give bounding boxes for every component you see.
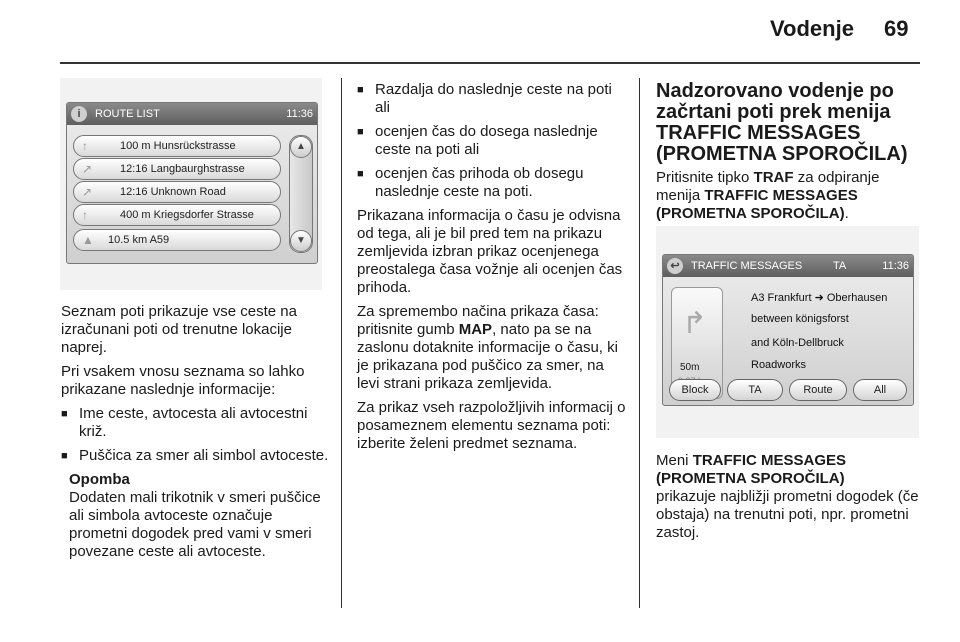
row-distance: 10.5 km <box>108 234 148 246</box>
message-line: and Köln-Dellbruck <box>751 337 844 349</box>
clock-time: 11:36 <box>882 260 909 272</box>
straight-arrow-icon: ↑ <box>82 139 88 153</box>
running-header-title: Vodenje <box>770 16 854 41</box>
menu-label: TRAFFIC MESSAGES (PROMETNA SPOROČILA) <box>656 187 858 222</box>
column-3-lower <box>656 452 920 548</box>
traffic-title: TRAFFIC MESSAGES <box>691 260 803 272</box>
row-street: Langbaurghstrasse <box>150 163 245 175</box>
route-row[interactable] <box>73 229 281 251</box>
row-street: Unknown Road <box>150 186 226 198</box>
route-row[interactable] <box>73 158 281 180</box>
turn-arrow-icon: ↗ <box>82 185 93 199</box>
bullet-item: ■ ocenjen čas prihoda ob dosegu naslednje ceste na poti. <box>357 165 627 201</box>
row-street: A59 <box>149 234 170 246</box>
text-run: , nato pa se na zaslonu dotaknite informacije o času, ki je prikazana pod puščico za smer, na levi strani prikaza zemljevida. <box>357 321 618 392</box>
ta-indicator: TA <box>833 260 847 272</box>
text-run: prikazuje najbližji prometni dogodek (če obstaja) na trenutni poti, npr. prometni zastoj. <box>656 488 919 541</box>
key-label: MAP <box>458 321 493 338</box>
route-list-titlebar <box>67 103 317 125</box>
route-button[interactable]: Route <box>789 379 847 401</box>
paragraph <box>656 169 920 223</box>
bullet-item: ■ Ime ceste, avtocesta ali avtocestni križ. <box>61 405 329 441</box>
bullet-item: ■ Puščica za smer ali simbol avtoceste. <box>61 447 329 465</box>
text-run: Za spremembo načina prikaza časa: pritisnite gumb <box>357 303 599 338</box>
row-street: Kriegsdorfer Strasse <box>153 209 254 221</box>
all-button[interactable]: All <box>853 379 907 401</box>
paragraph <box>656 452 920 542</box>
paragraph <box>357 303 627 393</box>
traffic-titlebar <box>663 255 913 277</box>
column-3 <box>656 81 920 229</box>
text-run: . <box>844 205 849 222</box>
ta-button[interactable]: TA <box>727 379 783 401</box>
paragraph: Za prikaz vseh razpoložljivih informacij o posameznem elementu seznama poti: izberite želeni predmet seznama. <box>357 399 626 452</box>
route-row[interactable] <box>73 181 281 203</box>
bullet-item: ■ ocenjen čas do dosega naslednje ceste na poti ali <box>357 123 627 159</box>
bullet-item: ■ Razdalja do naslednje ceste na poti ali <box>357 81 627 117</box>
message-line: A3 Frankfurt ➜ Oberhausen <box>751 292 888 304</box>
row-street: Hunsrückstrasse <box>153 140 236 152</box>
message-line: Roadworks <box>751 359 807 371</box>
text-run: Pritisnite tipko <box>656 169 754 186</box>
route-list-figure <box>60 78 322 290</box>
header-divider <box>60 62 920 64</box>
row-distance: 100 m <box>120 140 151 152</box>
section-heading: Nadzorovano vodenje po začrtani poti prek menija TRAFFIC MESSAGES (PROMETNA SPOROČILA) <box>656 80 908 165</box>
route-list-screen <box>66 102 318 264</box>
column-divider-2 <box>639 78 640 608</box>
turn-arrow-icon: ↗ <box>82 162 93 176</box>
paragraph: Seznam poti prikazuje vse ceste na izračunani poti od trenutne lokacije naprej. <box>61 303 297 356</box>
note-box <box>61 471 329 561</box>
turn-right-arrow-icon: ↱ <box>682 307 708 340</box>
page-number: 69 <box>884 16 909 41</box>
column-1 <box>61 303 329 561</box>
route-row[interactable] <box>73 135 281 157</box>
distance-label: 50m <box>680 362 700 373</box>
row-time: 12:16 <box>120 186 148 198</box>
message-line: between königsforst <box>751 313 849 325</box>
traffic-messages-figure <box>656 226 919 438</box>
row-time: 12:16 <box>120 163 148 175</box>
key-label: TRAF <box>753 169 794 186</box>
route-list-title: ROUTE LIST <box>95 108 160 120</box>
back-icon[interactable]: ↩ <box>667 258 683 274</box>
text-run: Meni <box>656 452 693 469</box>
route-list-scrollbar[interactable] <box>289 135 313 253</box>
scroll-down-icon[interactable]: ▼ <box>290 230 312 252</box>
motorway-icon: ▲ <box>82 233 94 247</box>
block-button[interactable]: Block <box>669 379 721 401</box>
note-text: Dodaten mali trikotnik v smeri puščice ali simbola avtoceste označuje prometni dogodek pred vami v smeri povezane ceste ali avtoceste. <box>69 489 321 560</box>
column-divider-1 <box>341 78 342 608</box>
scroll-up-icon[interactable]: ▲ <box>290 136 312 158</box>
traffic-messages-screen <box>662 254 914 406</box>
route-row[interactable] <box>73 204 281 226</box>
paragraph: Prikazana informacija o času je odvisna od tega, ali je bil pred tem na prikazu zemljevida izbran prikaz ocenjenega preostalega časa vožnje ali ocenjen čas prihoda. <box>357 207 623 296</box>
straight-arrow-icon: ↑ <box>82 208 88 222</box>
text-run: za odpiranje menija <box>656 169 880 204</box>
column-2 <box>357 81 627 459</box>
row-distance: 400 m <box>120 209 151 221</box>
paragraph: Pri vsakem vnosu seznama so lahko prikazane naslednje informacije: <box>61 363 305 398</box>
info-icon: i <box>71 106 87 122</box>
menu-label: TRAFFIC MESSAGES (PROMETNA SPOROČILA) <box>656 452 847 487</box>
clock-time: 11:36 <box>286 108 313 120</box>
note-title: Opomba <box>69 471 130 488</box>
